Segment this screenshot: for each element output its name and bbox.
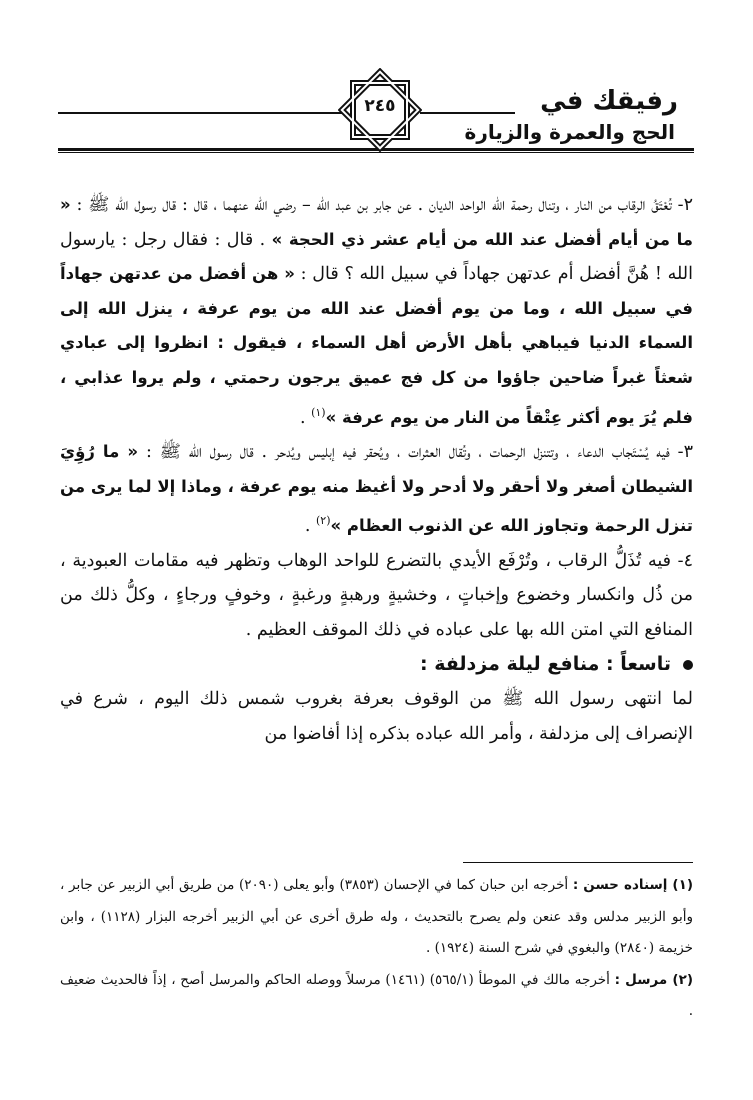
paragraph-5: لما انتهى رسول الله ﷺ من الوقوف بعرفة بغروب شمس ذلك اليوم ، شرع في الإنصراف إلى مزدلفة ، وأمر الله عباده بذكره إذا أفاضوا من <box>60 688 693 744</box>
main-text <box>60 188 693 751</box>
footnote-2: (٢) مرسل : أخرجه مالك في الموطأ (٥٦٥/١) (١٤٦١) مرسلاً ووصله الحاكم والمرسل أصح ، إذاً فالحديث ضعيف . <box>60 971 693 1019</box>
header-rule-right <box>420 112 515 114</box>
footnotes <box>60 870 693 1028</box>
paragraph-4: ٤- فيه تُذَلُّ الرقاب ، وتُرْفَع الأيدي بالتضرع للواحد الوهاب وتظهر فيه مقامات العبودية ، من ذُل وانكسار وخضوع وإخباتٍ ، وخشيةٍ ورهبةٍ ورغبةٍ ، وخوفٍ ورجاءٍ ، وكلُّ ذلك من المنافع التي امتن الله بها على عباده في ذلك الموقف العظيم . <box>60 550 693 640</box>
hadith-quote-3: « ما رُؤِيَ الشيطان أصغر ولا أحقر ولا أدحر ولا أغيظ منه يوم عرفة ، وماذا إلا لما يرى من تنزل الرحمة وتجاوز الله عن الذنوب العظام » <box>60 441 693 535</box>
bullet-icon <box>683 660 693 670</box>
header-rule-left <box>58 112 348 114</box>
header-rule-bottom-thin <box>58 152 694 153</box>
hadith-quote-1: « ما من أيام أفضل عند الله من أيام عشر ذي الحجة » <box>60 195 693 249</box>
running-subtitle: الحج والعمرة والزيارة <box>464 120 675 144</box>
hadith-quote-2: « هن أفضل من عدتهن جهاداً في سبيل الله ، وما من يوم أفضل عند الله من يوم عرفة ، ينزل الله إلى السماء الدنيا فيباهي بأهل الأرض أهل السماء ، فيقول : انظروا إلى عبادي شعثاً غبراً ضاحين جاؤوا من كل فج عميق يرجون رحمتي ، ولم يروا عذابي ، فلم يُرَ يوم أكثر عِتْقاً من النار من يوم عرفة » <box>60 264 693 427</box>
page-number: ٢٤٥ <box>364 96 396 116</box>
footnote-1: (١) إسناده حسن : أخرجه ابن حبان كما في الإحسان (٣٨٥٣) وأبو يعلى (٢٠٩٠) من طريق أبي الزبير عن جابر ، وأبو الزبير مدلس وقد عنعن ولم يصرح بالتحديث ، وله طرق أخرى عن أبي الزبير أخرجه البزار (١١٢٨) ، وابن خزيمة (٢٨٤٠) والبغوي في شرح السنة (١٩٢٤) . <box>60 877 694 956</box>
section-heading: تاسعاً : منافع ليلة مزدلفة : <box>60 647 693 682</box>
paragraph-2: ٢- تُعْتَقُ الرقاب من النار ، وتنال رحمة الله الواحد الديان . عن جابر بن عبد الله – رضي الله عنهما ، قال : قال رسول الله ﷺ : « ما من أيام أفضل عند الله من أيام عشر ذي الحجة » . قال : فقال رجل : يارسول الله ! هُنَّ أفضل أم عدتهن جهاداً في سبيل الله ؟ قال : « هن أفضل من عدتهن جهاداً في سبيل الله ، وما من يوم أفضل عند الله من يوم عرفة ، ينزل الله إلى السماء الدنيا فيباهي بأهل الأرض أهل السماء ، فيقول : انظروا إلى عبادي شعثاً غبراً ضاحين جاؤوا من كل فج عميق يرجون رحمتي ، ولم يروا عذابي ، فلم يُرَ يوم أكثر عِتْقاً من النار من يوم عرفة »$^{(١)}$ . <box>60 195 693 428</box>
footnote-ref-1: (١) <box>311 405 326 419</box>
footnote-divider <box>463 862 693 863</box>
paragraph-3: ٣- فيه يُسْتَجاب الدعاء ، وتتنزل الرحمات ، وتُقال العثرات ، ويُحقر فيه إبليس ويُدحر . قال رسول الله ﷺ : « ما رُؤِيَ الشيطان أصغر ولا أحقر ولا أدحر ولا أغيظ منه يوم عرفة ، وماذا إلا لما يرى من تنزل الرحمة وتجاوز الله عن الذنوب العظام »$^{(٢)}$ . <box>60 441 693 536</box>
running-title: رفيقك في <box>540 86 678 116</box>
footnote-ref-2: (٢) <box>315 514 331 528</box>
